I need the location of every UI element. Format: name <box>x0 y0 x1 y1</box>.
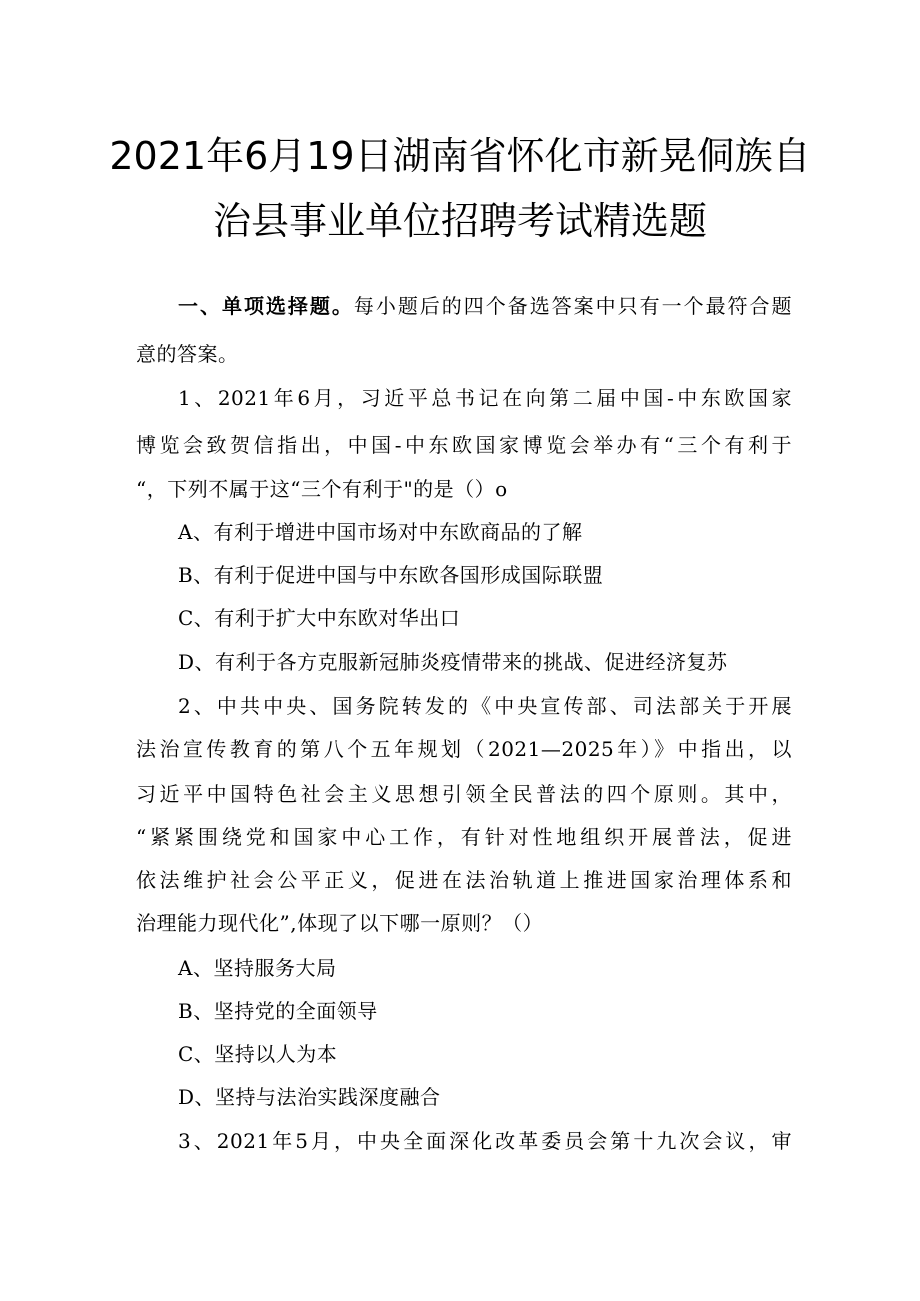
q2-stem-line-6: 治理能力现代化”,体现了以下哪一原则？（） <box>136 911 544 935</box>
document-title-line-1: 2021年6月19日湖南省怀化市新晃侗族自 <box>109 134 811 178</box>
section-heading: 一、单项选择题。 <box>178 294 354 318</box>
q1-option-a: A、有利于增进中国市场对中东欧商品的了解 <box>178 520 583 544</box>
section-intro-line-1 <box>178 292 792 320</box>
q1-stem-line-3: “，下列不属于这“三个有利于"的是（）o <box>136 477 508 501</box>
q1-option-d: D、有利于各方克服新冠肺炎疫情带来的挑战、促进经济复苏 <box>178 650 728 674</box>
section-intro-text: 每小题后的四个备选答案中只有一个最符合题 <box>353 294 793 318</box>
q2-stem-line-5: 依法维护社会公平正义，促进在法治轨道上推进国家治理体系和 <box>136 868 792 892</box>
q3-stem-line-1: 3、2021年5月，中央全面深化改革委员会第十九次会议，审 <box>178 1129 792 1153</box>
q2-stem-line-2: 法治宣传教育的第八个五年规划（2021—2025年）》中指出，以 <box>136 737 792 761</box>
section-intro-line-2: 意的答案。 <box>136 342 239 366</box>
q1-option-b: B、有利于促进中国与中东欧各国形成国际联盟 <box>178 563 604 587</box>
q2-stem-line-1: 2、中共中央、国务院转发的《中央宣传部、司法部关于开展 <box>178 694 792 718</box>
q2-stem-line-4: “紧紧围绕党和国家中心工作，有针对性地组织开展普法，促进 <box>136 825 792 849</box>
q1-stem-line-2: 博览会致贺信指出，中国-中东欧国家博览会举办有“三个有利于 <box>136 433 792 457</box>
q2-stem-line-3: 习近平中国特色社会主义思想引领全民普法的四个原则。其中， <box>136 782 792 806</box>
q2-option-c: C、坚持以人为本 <box>178 1042 338 1066</box>
document-title-line-2: 治县事业单位招聘考试精选题 <box>212 199 707 243</box>
q2-option-b: B、坚持党的全面领导 <box>178 999 378 1023</box>
q1-option-c: C、有利于扩大中东欧对华出口 <box>178 606 461 630</box>
q1-stem-line-1: 1、2021年6月，习近平总书记在向第二届中国-中东欧国家 <box>178 386 792 410</box>
q2-option-a: A、坚持服务大局 <box>178 956 337 980</box>
q2-option-d: D、坚持与法治实践深度融合 <box>178 1085 441 1109</box>
